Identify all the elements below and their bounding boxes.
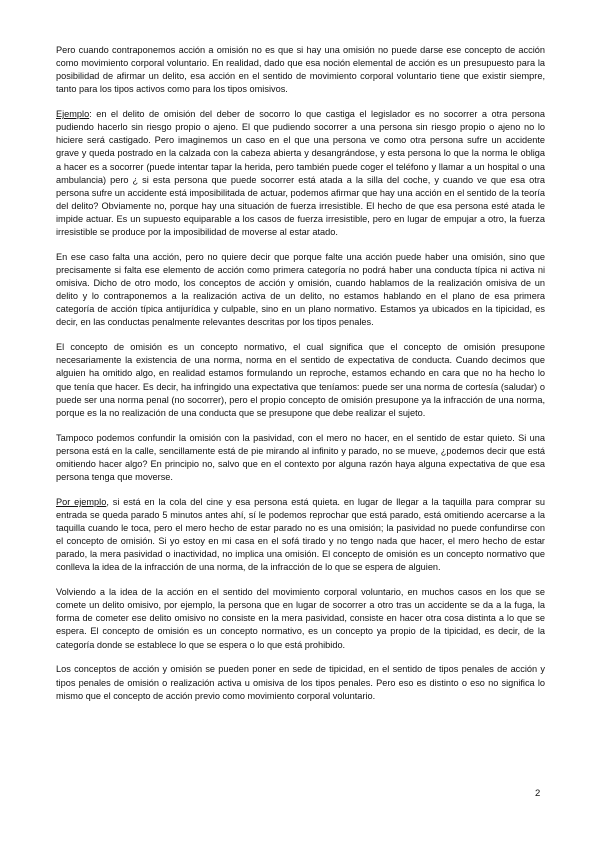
paragraph-7: [56, 586, 545, 651]
paragraph-6-text: , si está en la cola del cine y esa persona está quieta. en lugar de llegar a la taquilla para comprar su entrada se queda parado 5 minutos antes ahí, sí le podemos reprochar que está parado, está omitiendo acercarse a la taquilla cuando le toca, pero el mero hecho de estar parado no es una omisión; la pasividad no puede confundirse con el concepto de omisión. Si yo estoy en mi casa en el sofá tirado y no tengo nada que hacer, el mero hecho de estar parado, la mera pasividad o inactividad, no implica una omisión. El concepto de omisión es un concepto normativo que conlleva la idea de la infracción de una norma, de la infracción de lo que se espera de alguien.: [56, 496, 545, 573]
paragraph-4: [56, 341, 545, 420]
paragraph-6: [56, 496, 545, 575]
paragraph-7-text: Volviendo a la idea de la acción en el sentido del movimiento corporal voluntario, en muchos casos en los que se comete un delito omisivo, por ejemplo, la persona que en lugar de socorrer a otro tras un accidente se da a la fuga, la forma de cometer ese delito omisivo no consiste en la mera pasividad, consiste en hacer otra cosa distinta a lo que se espera. El concepto de omisión es un concepto normativo, es un concepto ya propio de la tipicidad, es decir, de la categoría donde se establece lo que se espera o lo que está prohibido.: [56, 587, 545, 650]
paragraph-2-lead: Ejemplo: [56, 109, 90, 120]
paragraph-3: [56, 251, 545, 330]
paragraph-5-text: Tampoco podemos confundir la omisión con la pasividad, con el mero no hacer, en el sentido de estar quieto. Si una persona está en la calle, sencillamente está de pie mirando al infinito y parado, no se mueve, ¿podemos decir que está omitiendo hacer algo? En principio no, salvo que en el contexto por alguna razón haya alguna expectativa de que esa persona tenga que moverse.: [56, 432, 545, 482]
paragraph-1-text: Pero cuando contraponemos acción a omisión no es que si hay una omisión no puede darse ese concepto de acción como movimiento corporal voluntario. En realidad, dado que esa noción elemental de acción es un presupuesto para la posibilidad de afirmar un delito, esa acción en el sentido de movimiento corporal voluntario tiene que existir siempre, tanto para los tipos activos como para los tipos omisivos.: [56, 45, 545, 95]
paragraph-2: [56, 108, 545, 239]
paragraph-8-text: Los conceptos de acción y omisión se pueden poner en sede de tipicidad, en el sentido de tipos penales de acción y tipos penales de omisión o realización activa u omisiva de los tipos penales. Pero eso es distinto o eso no significa lo mismo que el concepto de acción previo como movimiento corporal voluntario.: [56, 664, 545, 701]
paragraph-2-text: : en el delito de omisión del deber de socorro lo que castiga el legislador es no socorrer a otra persona pudiendo hacerlo sin riesgo propio o ajeno. El que pudiendo socorrer a una persona sin riesgo propio o ajeno no lo hiciere será castigado. Pero imaginemos un caso en el que una persona ve como otra persona sufre un accidente grave y queda postrado en la calzada con la cabeza abierta y desangrándose, y esta persona lo que la norma le obliga a hacer es a socorrer (puede intentar tapar la herida, pero también puede coger el teléfono y llamar a un hospital o una ambulancia) pero ¿ si esta persona que puede socorrer está atada a la silla del coche, y cuando ve que esa otra persona sufre un accidente está imposibilitada de actuar, podemos afirmar que hay una acción en el sentido de la teoría del delito? Obviamente no, porque hay una situación de fuerza irresistible. El hecho de que esa persona esté atada le impide actuar. Es un supuesto equiparable a los casos de fuerza irresistible, pero en lugar de empujar a otro, la fuerza irresistible se produce por la imposibilidad de moverse al estar atado.: [56, 109, 545, 238]
paragraph-5: [56, 432, 545, 484]
paragraph-8: [56, 663, 545, 702]
paragraph-1: [56, 44, 545, 96]
paragraph-4-text: El concepto de omisión es un concepto normativo, el cual significa que el concepto de omisión presupone necesariamente la existencia de una norma, norma en el sentido de expectativa de conducta. Cuando decimos que alguien ha omitido algo, en realidad estamos formulando un reproche, estamos echando en cara que no ha hecho lo que tenía que hacer. Es decir, ha infringido una expectativa que teníamos: puede ser una norma de cortesía (saludar) o puede ser una norma penal (no socorrer), pero el propio concepto de omisión presupone ya la infracción de una norma, porque es la no realización de una conducta que se presupone que debe realizar el sujeto.: [56, 342, 545, 418]
paragraph-6-lead: Por ejemplo: [56, 496, 107, 507]
document-body: [56, 44, 545, 715]
paragraph-3-text: En ese caso falta una acción, pero no quiere decir que porque falte una acción puede haber una omisión, sino que precisamente si falta ese elemento de acción como primera categoría no podrá haber una conducta típica ni activa ni omisiva. Dicho de otro modo, los conceptos de acción y omisión, cuando hablamos de la realización omisiva de un delito y lo contraponemos a la realización activa de un delito, no estamos hablando en el plano de esa primera categoría de acción típica antijurídica y culpable, sino en un plano normativo. Estamos ya ubicados en la tipicidad, es decir, en las conductas penalmente relevantes descritas por los tipos penales.: [56, 251, 545, 328]
page-number: 2: [535, 788, 541, 799]
